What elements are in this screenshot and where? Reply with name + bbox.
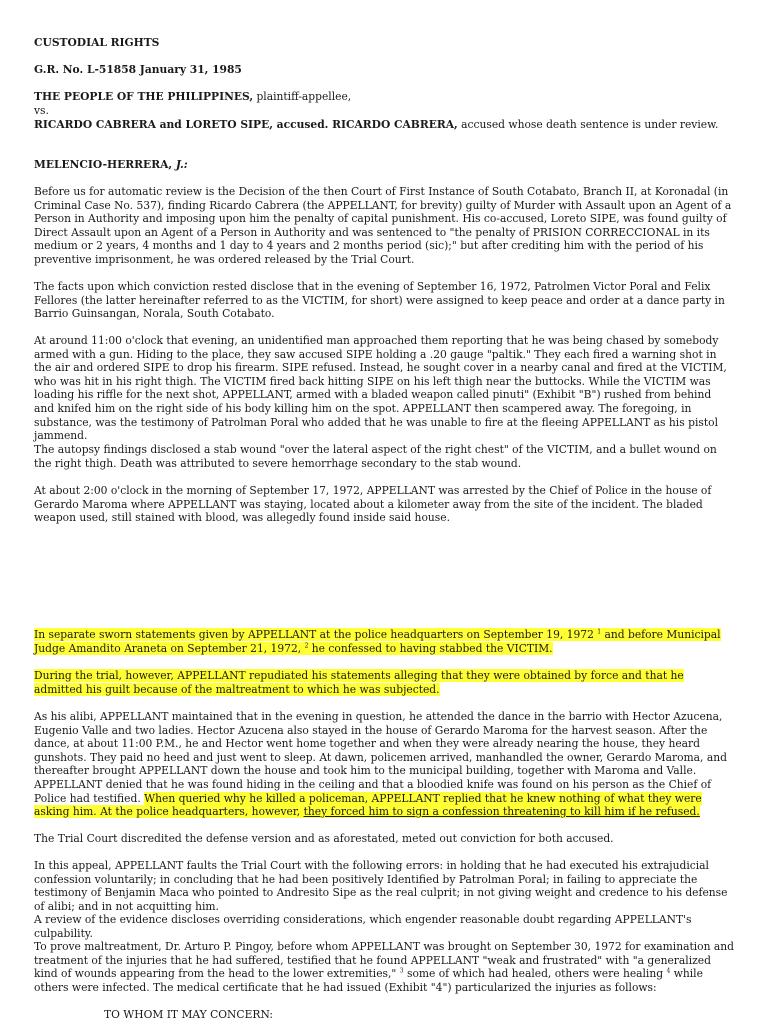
paragraph-1: Before us for automatic review is the Decision of the then Court of First Instance of South Cotabato, Branch II, at Koronadal (in Criminal Case No. 537), finding Ricardo Cabrera (the APPELLANT, for brevity) guilty of Murder with Assault upon an Agent of a Person in Authority and imposing upon him the penalty of capital punishment. His co-accused, Loreto SIPE, was found guilty of Direct Assault upon an Agent of a Person in Authority and was sentenced to "the penalty of PRISION CORRECCIONAL in its medium or 2 years, 4 months and 1 day to 4 years and 2 months period (sic);" but after crediting him with the period of his preventive imprisonment, he was ordered released by the Trial Court. (34, 185, 732, 266)
paragraph-11: A review of the evidence discloses overriding considerations, which engender reasonable doubt regarding APPELLANT's culpability. (34, 913, 692, 940)
highlight-span: During the trial, however, APPELLANT repudiated his statements alleging that they were obtained by force and that he admitted his guilt because of the maltreatment to which he was subjected. (34, 669, 684, 696)
paragraph-4: The autopsy findings disclosed a stab wound "over the lateral aspect of the right chest" of the VICTIM, and a bullet wound on the right thigh. Death was attributed to severe hemorrhage secondary to the stab wound. (34, 443, 717, 470)
paragraph-8: As his alibi, APPELLANT maintained that in the evening in question, he attended the dance in the barrio with Hector Azucena, Eugenio Valle and two ladies. Hector Azucena also stayed in the house of Gerardo Maroma for the harvest season. After the dance, at about 11:00 P.M., he and Hector went home together and when they were already nearing the house, they heard gunshots. They paid no heed and just went to sleep. At dawn, policemen arrived, manhandled the owner, Gerardo Maroma, and thereafter brought APPELLANT down the house and took him to the municipal building, together with Maroma and Valle. APPELLANT denied that he was found hiding in the ceiling and that a bloodied knife was found on his person as the Chief of Police had testified. When queried why he killed a policeman, APPELLANT replied that he knew nothing of what they were asking him. At the police headquarters, however, they forced him to sign a confession threatening to kill him if he refused. (34, 710, 727, 819)
paragraph-2: The facts upon which conviction rested disclose that in the evening of September 16, 1972, Patrolmen Victor Poral and Felix Fellores (the latter hereinafter referred to as the VICTIM, for short) were assigned to keep peace and order at a dance party in Barrio Guinsangan, Norala, South Cotabato. (34, 280, 725, 321)
plaintiff-name: THE PEOPLE OF THE PHILIPPINES, (34, 90, 254, 103)
case-number: G.R. No. L-51858 January 31, 1985 (34, 63, 242, 76)
paragraph-3: At around 11:00 o'clock that evening, an unidentified man approached them reporting that he was being chased by somebody armed with a gun. Hiding to the place, they saw accused SIPE holding a .20 gauge "paltik." They each fired a warning shot in the air and ordered SIPE to drop his firearm. SIPE refused. Instead, he sought cover in a nearby canal and fired at the VICTIM, who was hit in his right thigh. The VICTIM fired back hitting SIPE on his left thigh near the buttocks. While the VICTIM was loading his riffle for the next shot, APPELLANT, armed with a bladed weapon called pinuti" (Exhibit "B") rushed from behind and knifed him on the right side of his body killing him on the spot. APPELLANT then scampered away. The foregoing, in substance, was the testimony of Patrolman Poral who added that he was unable to fire at the fleeing APPELLANT as his pistol jammend. (34, 334, 727, 443)
paragraph-13-salutation: TO WHOM IT MAY CONCERN: (104, 1008, 274, 1021)
accused-role: accused whose death sentence is under review. (457, 118, 719, 131)
document-heading: CUSTODIAL RIGHTS (34, 36, 160, 49)
footnote-ref[interactable]: 4 (666, 967, 671, 975)
underlined-text: they forced him to sign a confession threatening to kill him if he refused. (303, 805, 700, 819)
paragraph-7-highlighted (34, 669, 734, 696)
highlight-span: When queried why he killed a policeman, APPELLANT replied that he knew nothing of what they were asking him. At the police headquarters, however, they forced him to sign a confession threatening to kill him if he refused. (34, 791, 702, 819)
paragraph-5: At about 2:00 o'clock in the morning of September 17, 1972, APPELLANT was arrested by the Chief of Police in the house of Gerardo Maroma where APPELLANT was staying, located about a kilometer away from the site of the incident. The bladed weapon used, still stained with blood, was allegedly found inside said house. (34, 484, 712, 525)
footnote-ref[interactable]: 3 (399, 967, 404, 975)
paragraph-12: To prove maltreatment, Dr. Arturo P. Pingoy, before whom APPELLANT was brought on September 30, 1972 for examination and treatment of the injuries that he had suffered, testified that he found APPELLANT "weak and frustrated" with "a generalized kind of wounds appearing from the head to the lower extremities," $^3$ some of which had healed, others were healing $^4$ while others were infected. The medical certificate that he had issued (Exhibit "4") particularized the injuries as follows: (34, 940, 734, 994)
highlight-span: In separate sworn statements given by APPELLANT at the police headquarters on September 19, 1972 $^1$ and before Municipal Judge Amandito Araneta on September 21, 1972, $^2$ he confessed to having stabbed the VICTIM. (34, 628, 721, 655)
parties-plaintiff (34, 90, 734, 104)
footnote-ref[interactable]: 2 (304, 642, 309, 650)
ponente-suffix: J.: (172, 158, 188, 171)
parties-vs: vs. (34, 104, 49, 117)
accused-names: RICARDO CABRERA and LORETO SIPE, accused. RICARDO CABRERA, (34, 118, 458, 131)
plaintiff-role: plaintiff-appellee, (253, 90, 352, 103)
paragraph-10: In this appeal, APPELLANT faults the Trial Court with the following errors: in holding that he had executed his extrajudicial confession voluntarily; in concluding that he had been positively Identified by Patrolman Poral; in failing to appreciate the testimony of Benjamin Maca who pointed to Andresito Sipe as the real culprit; in not giving weight and credence to his defense of alibi; and in not acquitting him. (34, 859, 728, 913)
paragraph-6-highlighted (34, 628, 734, 655)
paragraph-9: The Trial Court discredited the defense version and as aforestated, meted out conviction for both accused. (34, 832, 614, 845)
footnote-ref[interactable]: 1 (597, 628, 602, 636)
ponente-name: MELENCIO-HERRERA, (34, 158, 173, 171)
parties-accused (34, 118, 734, 132)
ponente (34, 158, 734, 172)
